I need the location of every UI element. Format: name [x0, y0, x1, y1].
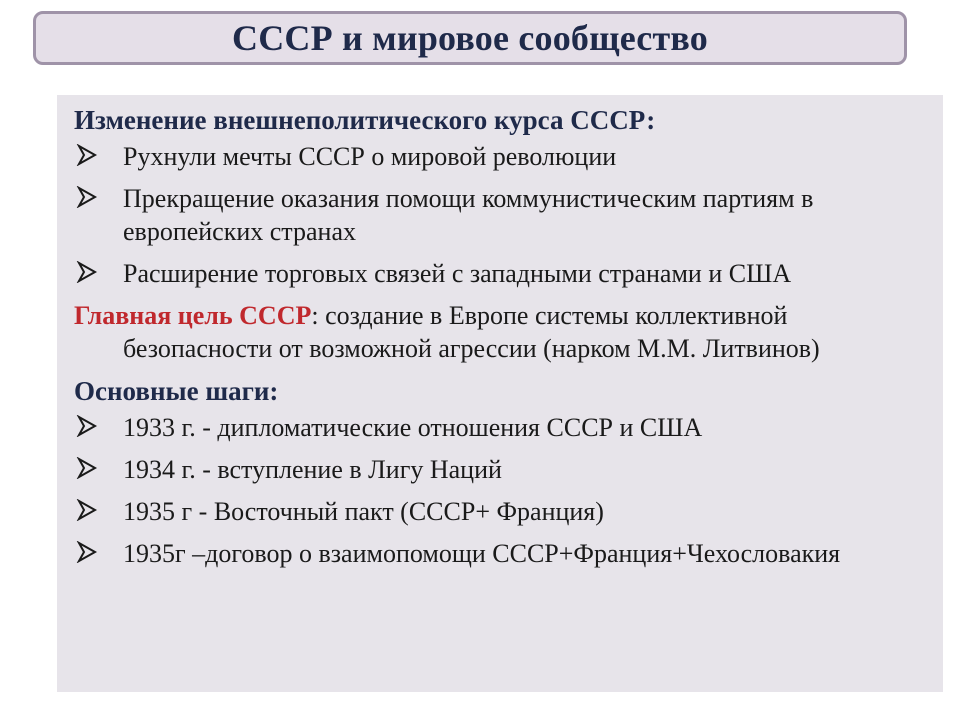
list-item [74, 140, 929, 173]
arrow-bullet-icon [76, 457, 98, 479]
slide-title: СССР и мировое сообщество [232, 18, 708, 58]
section-heading-main-steps: Основные шаги: [74, 376, 279, 406]
main-goal-text: : создание в Европе системы коллективной безопасности от возможной агрессии (нарком М.М. Литвинов) [123, 301, 820, 363]
list-item [74, 537, 929, 570]
content-panel [57, 95, 943, 692]
list-item-text: 1935 г - Восточный пакт (СССР+ Франция) [123, 497, 604, 526]
list-item-text: Рухнули мечты СССР о мировой революции [123, 142, 617, 171]
list-item [74, 453, 929, 486]
list-item [74, 257, 929, 290]
arrow-bullet-icon [76, 261, 98, 283]
list-item-text: Расширение торговых связей с западными странами и США [123, 259, 792, 288]
arrow-bullet-icon [76, 144, 98, 166]
main-goal-label: Главная цель СССР [74, 301, 312, 330]
list-item [74, 411, 929, 444]
main-goal-paragraph [74, 299, 929, 365]
arrow-bullet-icon [76, 541, 98, 563]
list-item-text: Прекращение оказания помощи коммунистическим партиям в европейских странах [123, 184, 814, 246]
arrow-bullet-icon [76, 499, 98, 521]
list-item-text: 1934 г. - вступление в Лигу Наций [123, 455, 502, 484]
list-item [74, 182, 929, 248]
section-heading-policy-change: Изменение внешнеполитического курса СССР: [74, 105, 656, 135]
list-item [74, 495, 929, 528]
list-item-text: 1935г –договор о взаимопомощи СССР+Франция+Чехословакия [123, 539, 841, 568]
arrow-bullet-icon [76, 186, 98, 208]
list-item-text: 1933 г. - дипломатические отношения СССР и США [123, 413, 703, 442]
arrow-bullet-icon [76, 415, 98, 437]
slide-title-box [33, 11, 907, 65]
